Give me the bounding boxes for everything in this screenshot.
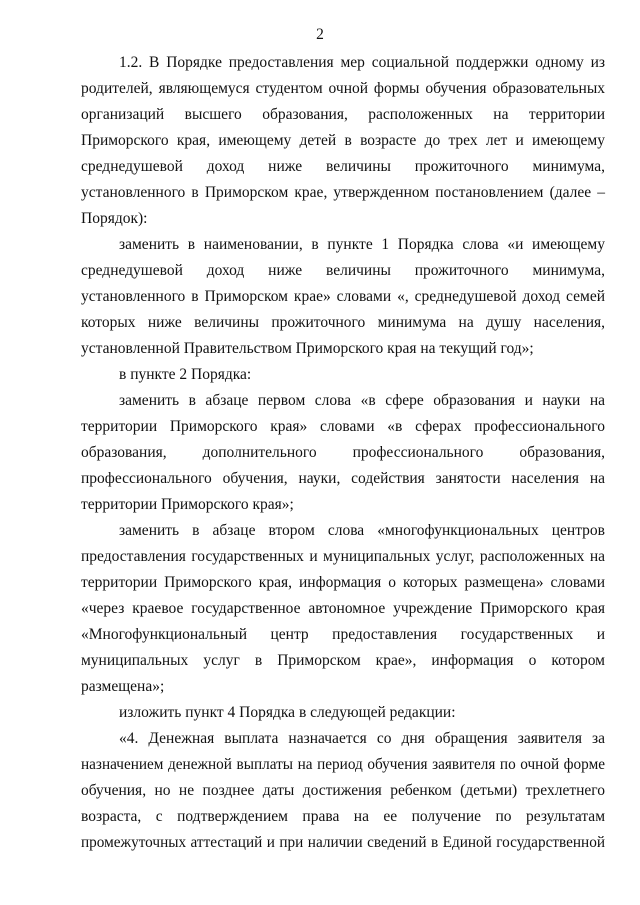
text-line: предоставления государственных и муниципальных услуг, расположенных на [81,548,605,565]
text-line: которых ниже величины прожиточного минимума на душу населения, [81,314,605,331]
text-line: «Многофункциональный центр предоставления государственных и [81,626,605,643]
text-line: территории Приморского края»; [81,496,294,513]
text-line: возраста, с подтверждением права на ее получение по результатам [81,808,605,825]
text-line: заменить в абзаце первом слова «в сфере образования и науки на [119,392,605,409]
text-line: размещена»; [81,678,165,695]
page-number: 2 [316,26,324,43]
text-line: организаций высшего образования, расположенных на территории [81,106,605,123]
text-line: в пункте 2 Порядка: [119,366,252,383]
text-line: территории Приморского края» словами «в сферах профессионального [81,418,605,435]
text-line: «через краевое государственное автономное учреждение Приморского края [81,600,605,617]
text-line: заменить в наименовании, в пункте 1 Порядка слова «и имеющему [119,236,605,253]
text-line: обучения, но не позднее даты достижения ребенком (детьми) трехлетнего [81,782,605,799]
text-line: назначением денежной выплаты на период обучения заявителя по очной форме [81,756,605,773]
text-line: 1.2. В Порядке предоставления мер социальной поддержки одному из [119,54,605,71]
text-line: изложить пункт 4 Порядка в следующей редакции: [119,704,456,721]
text-line: образования, дополнительного профессионального образования, [81,444,605,461]
text-line: «4. Денежная выплата назначается со дня обращения заявителя за [119,730,605,747]
text-line: установленной Правительством Приморского края на текущий год»; [81,340,534,357]
text-line: территории Приморского края, информация о которых размещена» словами [81,574,605,591]
text-line: среднедушевой доход ниже величины прожиточного минимума, [81,158,605,175]
text-line: Приморского края, имеющему детей в возрасте до трех лет и имеющему [81,132,605,149]
text-line: Порядок): [81,210,148,227]
document-body [81,54,605,860]
text-line: заменить в абзаце втором слова «многофункциональных центров [119,522,605,539]
text-line: промежуточных аттестаций и при наличии сведений в Единой государственной [81,834,605,851]
text-line: родителей, являющемуся студентом очной формы обучения образовательных [81,80,605,97]
text-line: установленного в Приморском крае» словами «, среднедушевой доход семей [81,288,605,305]
text-line: установленного в Приморском крае, утвержденном постановлением (далее – [81,184,605,201]
text-line: среднедушевой доход ниже величины прожиточного минимума, [81,262,605,279]
text-line: муниципальных услуг в Приморском крае», информация о котором [81,652,605,669]
text-line: профессионального обучения, науки, содействия занятости населения на [81,470,605,487]
